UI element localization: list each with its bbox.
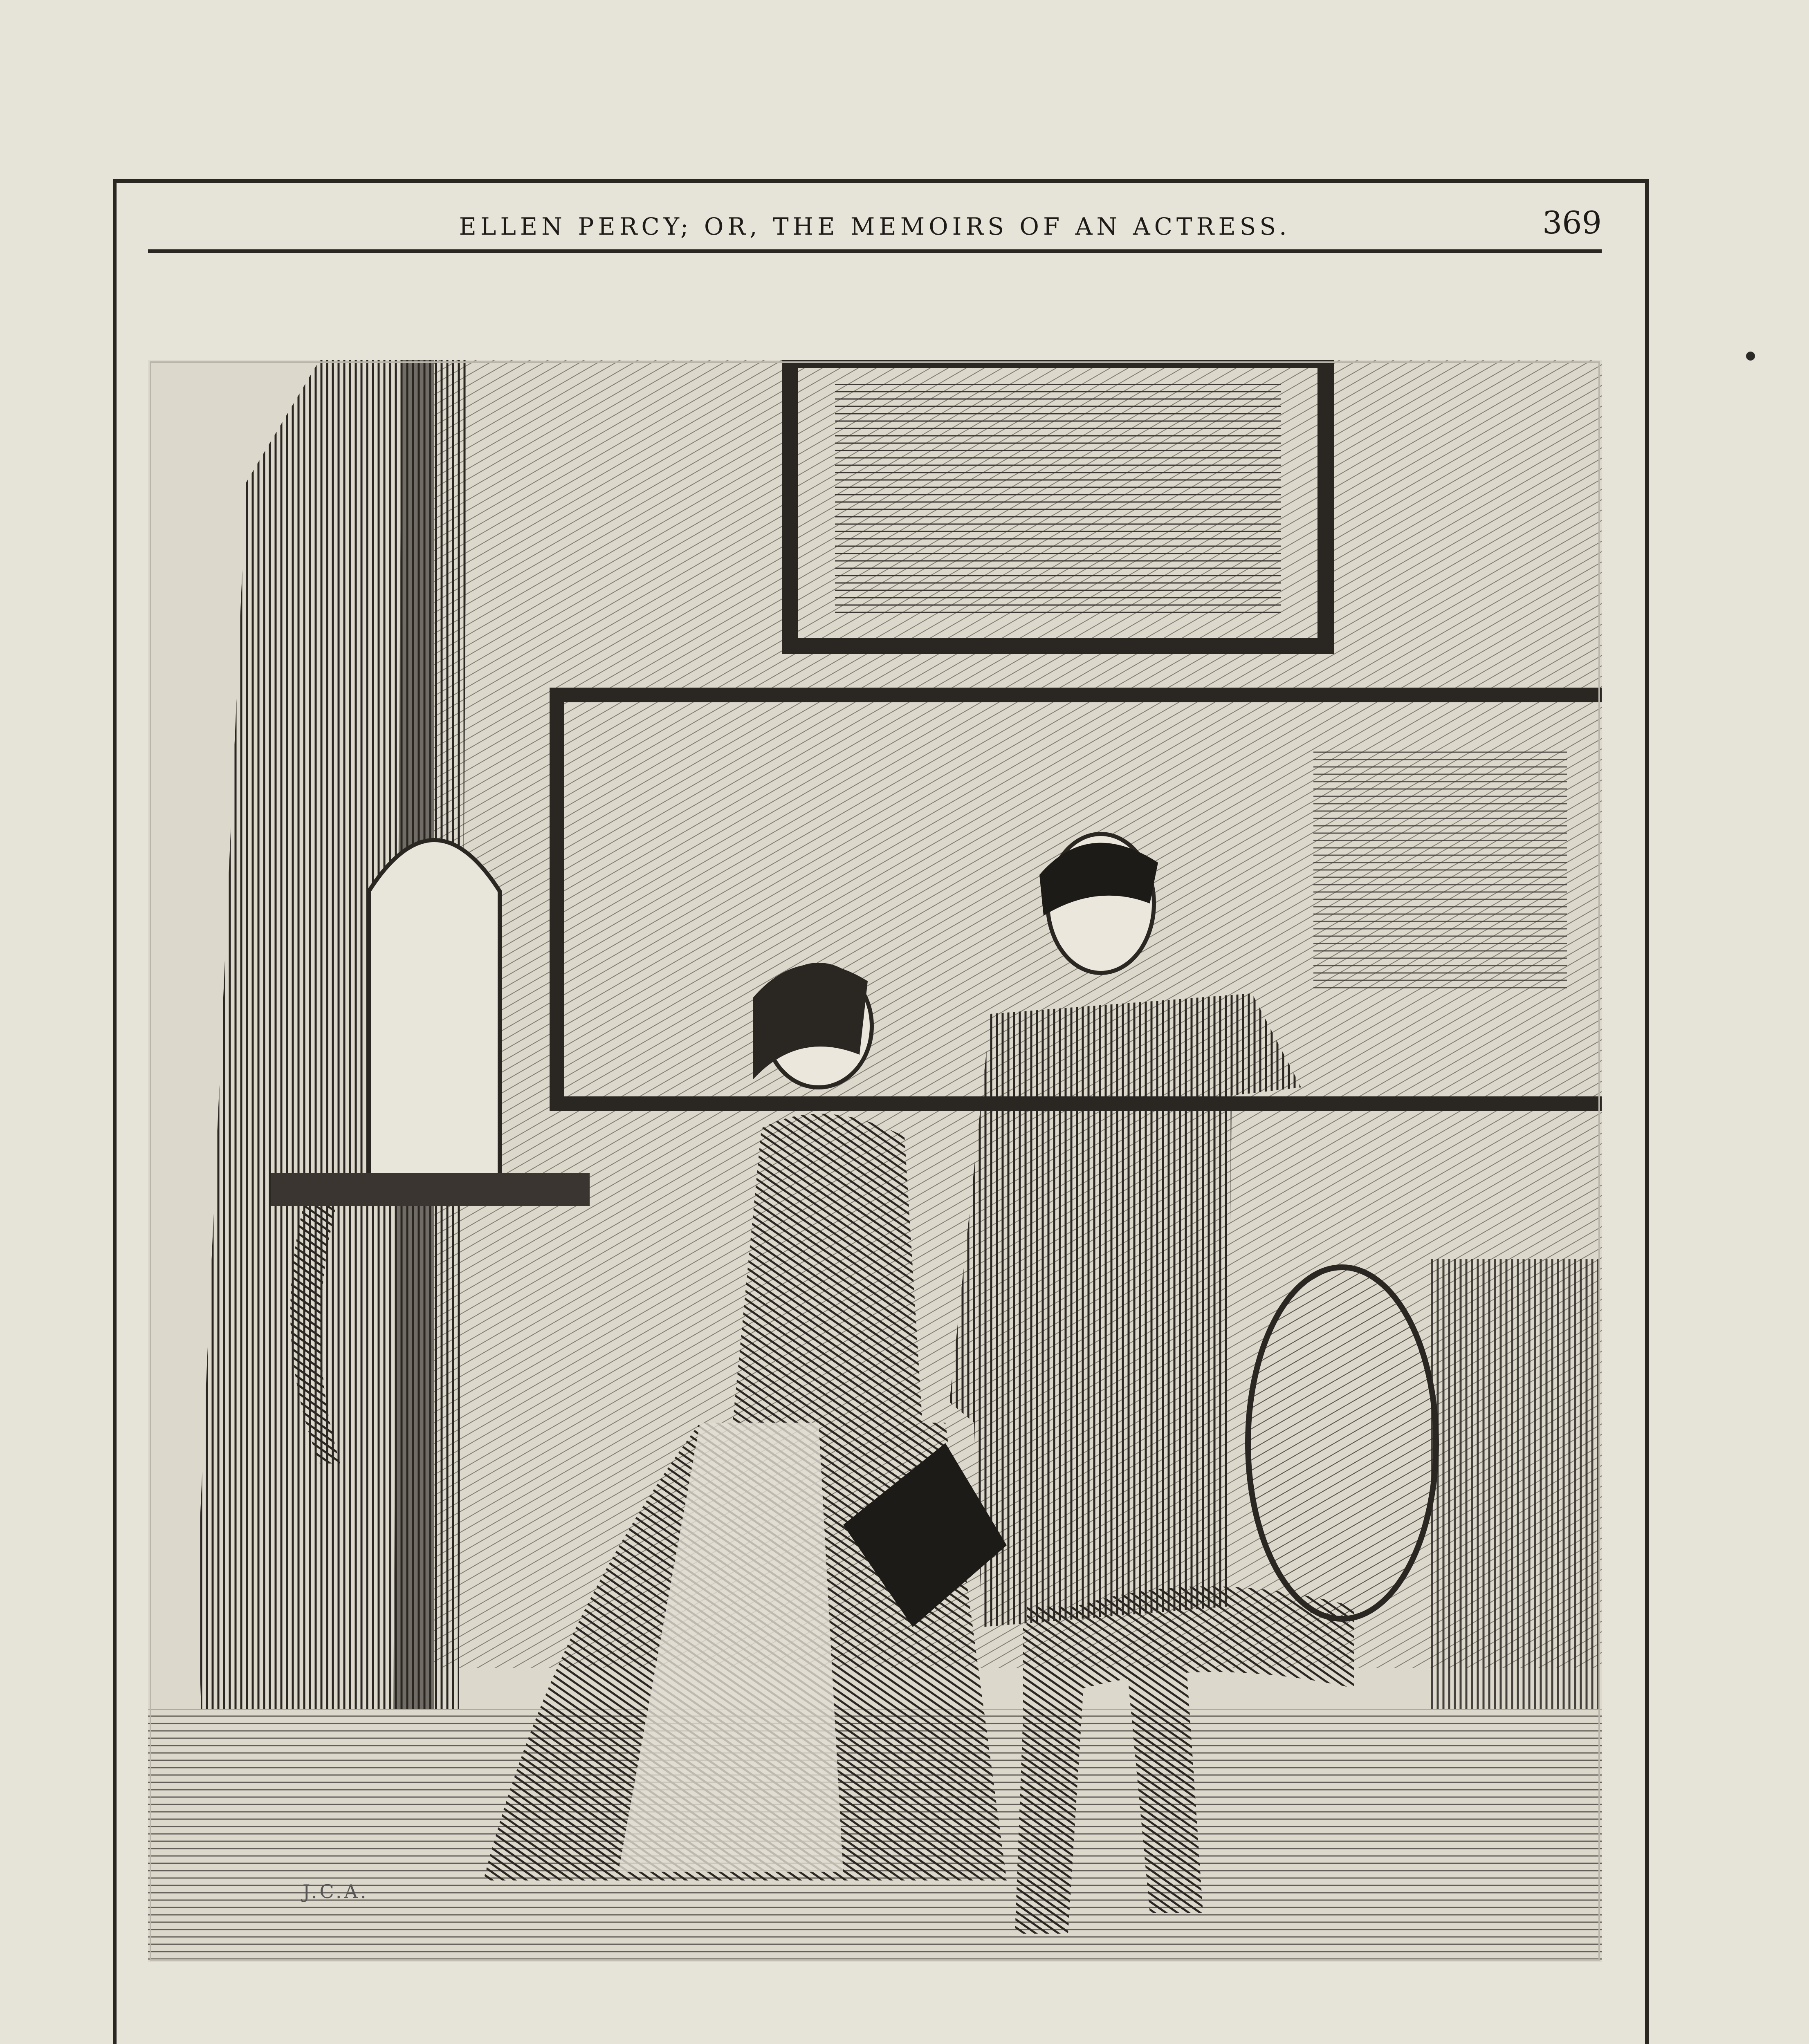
page-number: 369	[1542, 204, 1602, 241]
running-head	[148, 204, 1602, 253]
scan-speck	[1746, 352, 1755, 361]
engraving-illustration-icon	[148, 360, 1602, 1962]
engraving-illustration	[148, 360, 1602, 1962]
running-title: ELLEN PERCY; OR, THE MEMOIRS OF AN ACTRESS.	[459, 213, 1291, 240]
engraver-signature: J.C.A.	[303, 1880, 369, 1903]
